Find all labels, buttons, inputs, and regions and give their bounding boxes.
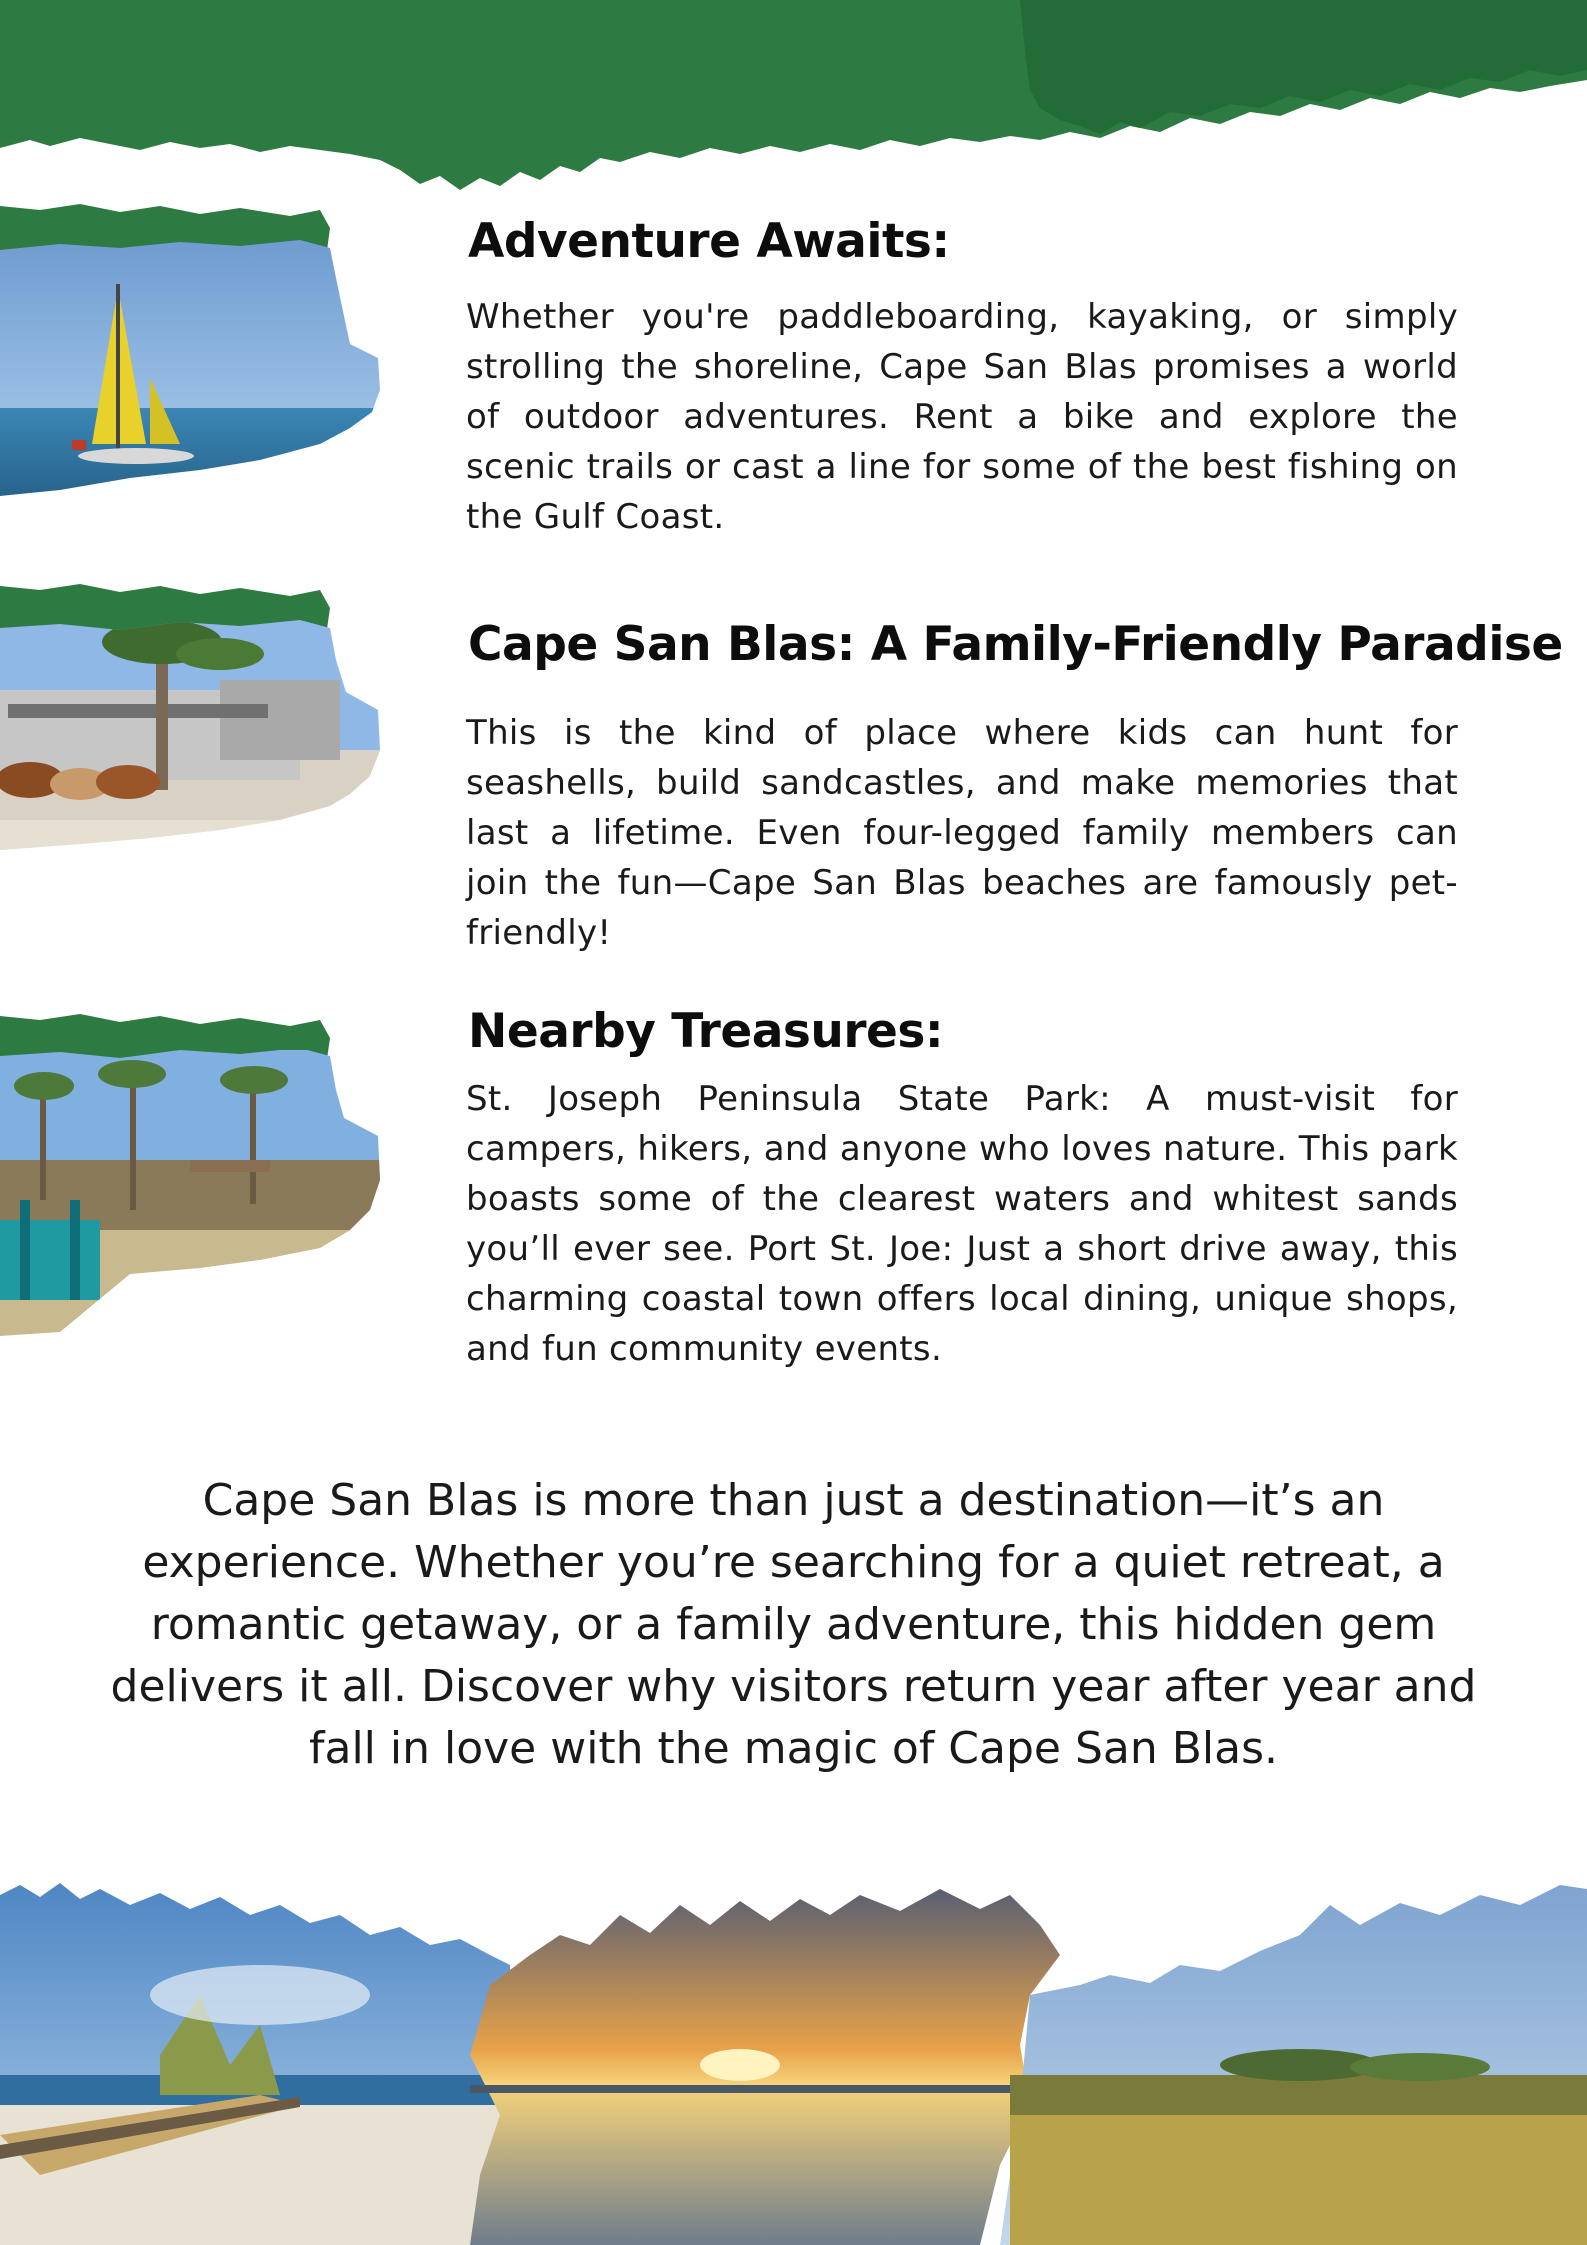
horses-and-trailer-on-beach-photo [0,580,385,910]
section-body: This is the kind of place where kids can hunt for seashells, build sandcastles, and make memories that last a lifetime. Even four-legged family members can join the fun—Cape San Blas beaches are famously pet-friendly! [466,713,1458,953]
footer-panorama [0,1875,1587,2245]
top-green-banner [0,0,1587,195]
section-heading: Nearby Treasures: [468,1004,944,1059]
sailboat-on-gulf-photo [0,198,385,528]
marsh-grassland-photo [1000,1885,1587,2245]
boardwalk-beach-photo [0,1883,520,2245]
state-park-playground-photo [0,1010,385,1340]
closing-paragraph: Cape San Blas is more than just a destination—it’s an experience. Whether you’re searching for a quiet retreat, a romantic getaway, or a family adventure, this hidden gem delivers it all. Discover why visitors return year after year and fall in love with the magic of Cape San Blas. [110,1475,1477,1774]
section-body: Whether you're paddleboarding, kayaking, or simply strolling the shoreline, Cape San Blas promises a world of outdoor adventures. Rent a bike and explore the scenic trails or cast a line for some of the best fishing on the Gulf Coast. [466,297,1458,537]
sunset-over-water-photo [470,1889,1060,2245]
section-body: St. Joseph Peninsula State Park: A must-visit for campers, hikers, and anyone who loves nature. This park boasts some of the clearest waters and whitest sands you’ll ever see. Port St. Joe: Just a short drive away, this charming coastal town offers local dining, unique shops, and fun community events. [466,1079,1458,1369]
section-heading: Adventure Awaits: [468,214,950,269]
section-heading: Cape San Blas: A Family-Friendly Paradise [468,617,1563,672]
